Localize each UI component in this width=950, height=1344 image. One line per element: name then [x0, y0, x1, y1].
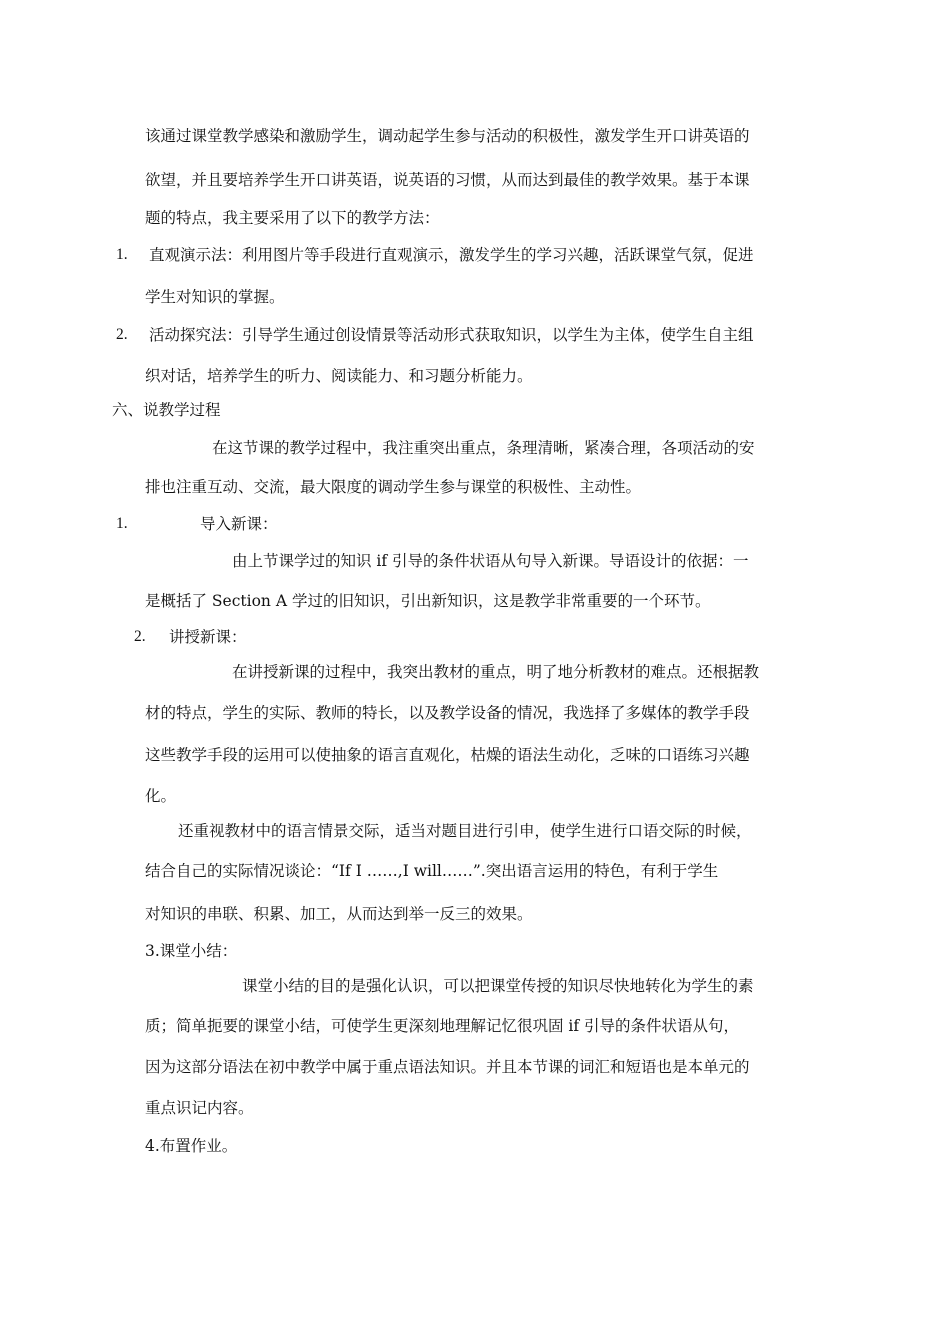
- step-3-line-1: 课堂小结的目的是强化认识，可以把课堂传授的知识尽快地转化为学生的素: [242, 977, 754, 995]
- step-2-number: 2.: [134, 628, 146, 645]
- step-2-line-1: 在讲授新课的过程中，我突出教材的重点，明了地分析教材的难点。还根据教: [232, 663, 760, 681]
- step-3-line-3: 因为这部分语法在初中教学中属于重点语法知识。并且本节课的词汇和短语也是本单元的: [145, 1058, 750, 1076]
- step-3-line-2: 质；简单扼要的课堂小结，可使学生更深刻地理解记忆很巩固 if 引导的条件状语从句，: [145, 1017, 740, 1035]
- step-2-para2-line-1: 还重视教材中的语言情景交际，适当对题目进行引申，使学生进行口语交际的时候，: [178, 822, 752, 840]
- step-2-line-2: 材的特点，学生的实际、教师的特长，以及教学设备的情况，我选择了多媒体的教学手段: [145, 704, 750, 722]
- method-1-line-1: 直观演示法：利用图片等手段进行直观演示，激发学生的学习兴趣，活跃课堂气氛，促进: [149, 246, 754, 264]
- step-1-title: 导入新课：: [200, 515, 278, 533]
- section-6-heading: 六、说教学过程: [112, 401, 221, 419]
- method-2-line-1: 活动探究法：引导学生通过创设情景等活动形式获取知识，以学生为主体，使学生自主组: [149, 326, 754, 344]
- method-2-number: 2.: [116, 326, 128, 343]
- step-2-para2-line-3: 对知识的串联、积累、加工，从而达到举一反三的效果。: [145, 905, 533, 923]
- step-4-title: 4.布置作业。: [145, 1137, 238, 1155]
- method-1-line-2: 学生对知识的掌握。: [145, 288, 285, 306]
- step-2-line-4: 化。: [145, 787, 177, 805]
- section-6-intro-line-1: 在这节课的教学过程中，我注重突出重点，条理清晰，紧凑合理，各项活动的安: [212, 439, 755, 457]
- method-2-line-2: 织对话，培养学生的听力、阅读能力、和习题分析能力。: [145, 367, 533, 385]
- step-2-title: 讲授新课：: [169, 628, 247, 646]
- step-1-line-1: 由上节课学过的知识 if 引导的条件状语从句导入新课。导语设计的依据：一: [232, 552, 749, 570]
- section-6-intro-line-2: 排也注重互动、交流，最大限度的调动学生参与课堂的积极性、主动性。: [145, 478, 642, 496]
- intro-line-2: 欲望，并且要培养学生开口讲英语，说英语的习惯，从而达到最佳的教学效果。基于本课: [145, 171, 750, 189]
- step-1-line-2: 是概括了 Section A 学过的旧知识，引出新知识，这是教学非常重要的一个环节。: [145, 592, 711, 610]
- step-3-line-4: 重点识记内容。: [145, 1099, 254, 1117]
- intro-line-1: 该通过课堂教学感染和激励学生，调动起学生参与活动的积极性，激发学生开口讲英语的: [145, 127, 750, 145]
- method-1-number: 1.: [116, 246, 128, 263]
- step-1-number: 1.: [116, 515, 128, 532]
- step-2-line-3: 这些教学手段的运用可以使抽象的语言直观化，枯燥的语法生动化，乏味的口语练习兴趣: [145, 746, 750, 764]
- intro-line-3: 题的特点，我主要采用了以下的教学方法：: [145, 209, 440, 227]
- step-2-para2-line-2: 结合自己的实际情况谈论：“If I ……,I will……”.突出语言运用的特色，有利于学生: [145, 862, 719, 880]
- step-3-title: 3.课堂小结：: [145, 942, 238, 960]
